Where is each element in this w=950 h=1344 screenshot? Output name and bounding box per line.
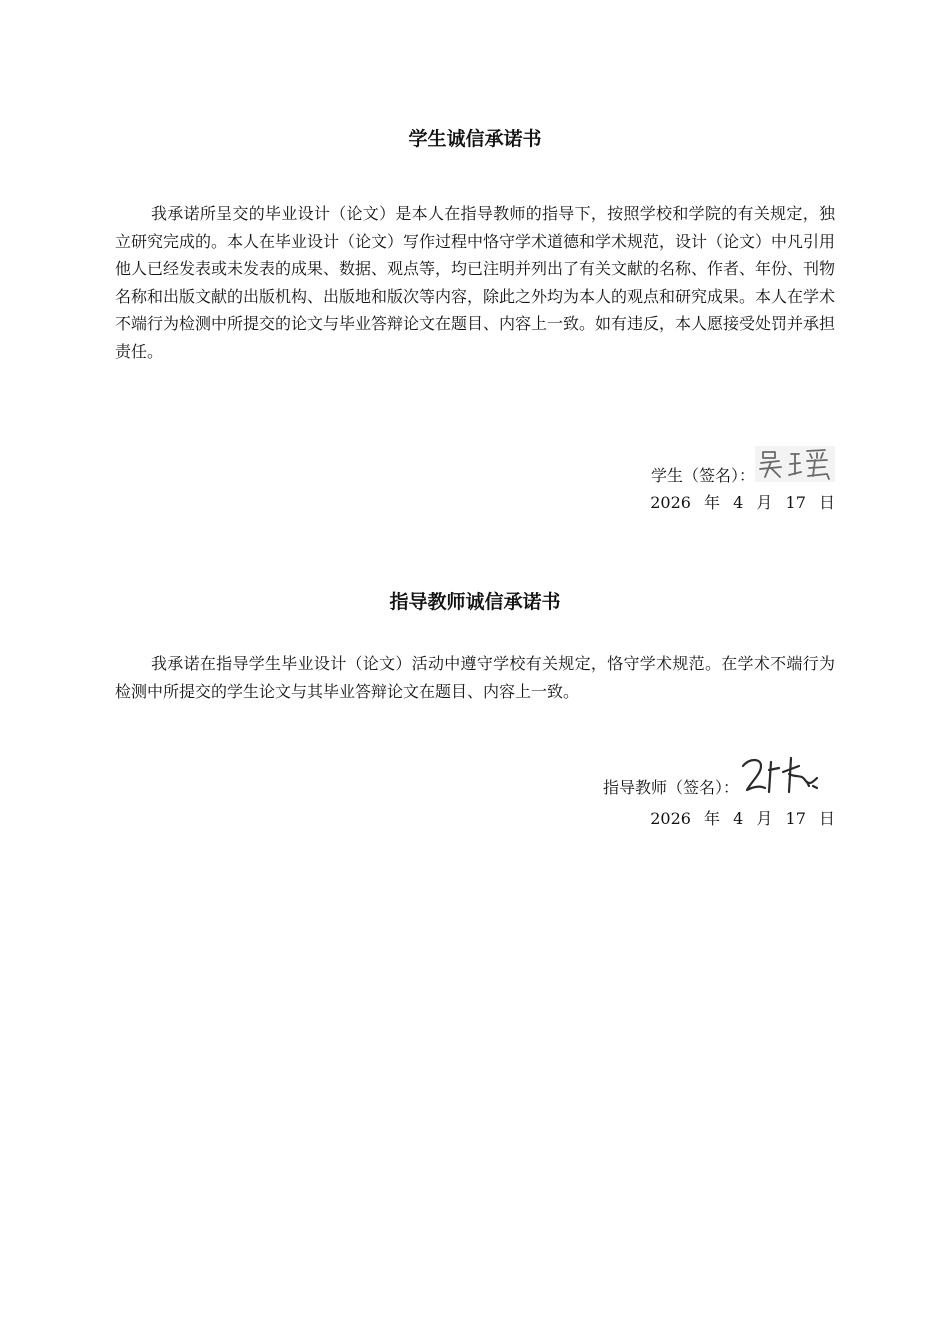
- advisor-date-month: 4: [733, 809, 744, 828]
- student-date-day-unit: 日: [818, 493, 835, 512]
- advisor-pledge-section: [115, 587, 835, 614]
- student-date-year: 2026: [650, 493, 691, 512]
- advisor-date-year-unit: 年: [704, 809, 721, 828]
- advisor-pledge-body-wrap: [115, 650, 835, 705]
- student-date-month: 4: [733, 493, 744, 512]
- student-date-month-unit: 月: [756, 493, 773, 512]
- student-date: [650, 490, 835, 513]
- advisor-date-day: 17: [785, 809, 806, 828]
- student-pledge-body: 我承诺所呈交的毕业设计（论文）是本人在指导教师的指导下，按照学校和学院的有关规定，独立研究完成的。本人在毕业设计（论文）写作过程中恪守学术道德和学术规范，设计（论文）中凡引用他人已经发表或未发表的成果、数据、观点等，均已注明并列出了有关文献的名称、作者、年份、刊物名称和出版文献的出版机构、出版地和版次等内容，除此之外均为本人的观点和研究成果。本人在学术不端行为检测中所提交的论文与毕业答辩论文在题目、内容上一致。如有违反，本人愿接受处罚并承担责任。: [115, 204, 836, 361]
- student-pledge-body-wrap: [115, 200, 835, 365]
- student-handwritten-signature: [755, 446, 835, 486]
- advisor-sign-label: 指导教师（签名）：: [602, 778, 739, 797]
- advisor-date-year: 2026: [650, 809, 691, 828]
- student-pledge-section: [115, 124, 835, 151]
- advisor-pledge-title: 指导教师诚信承诺书: [389, 591, 561, 613]
- advisor-date: [650, 806, 835, 829]
- student-date-day: 17: [785, 493, 806, 512]
- student-pledge-title: 学生诚信承诺书: [408, 128, 542, 150]
- advisor-date-day-unit: 日: [818, 809, 835, 828]
- student-sign-label: 学生（签名）：: [650, 466, 755, 485]
- advisor-signature-line: [603, 752, 835, 802]
- advisor-handwritten-signature: [739, 752, 835, 802]
- advisor-date-month-unit: 月: [756, 809, 773, 828]
- student-signature-line: [651, 446, 835, 486]
- student-date-year-unit: 年: [704, 493, 721, 512]
- advisor-pledge-body: 我承诺在指导学生毕业设计（论文）活动中遵守学校有关规定，恪守学术规范。在学术不端行为检测中所提交的学生论文与其毕业答辩论文在题目、内容上一致。: [115, 654, 835, 701]
